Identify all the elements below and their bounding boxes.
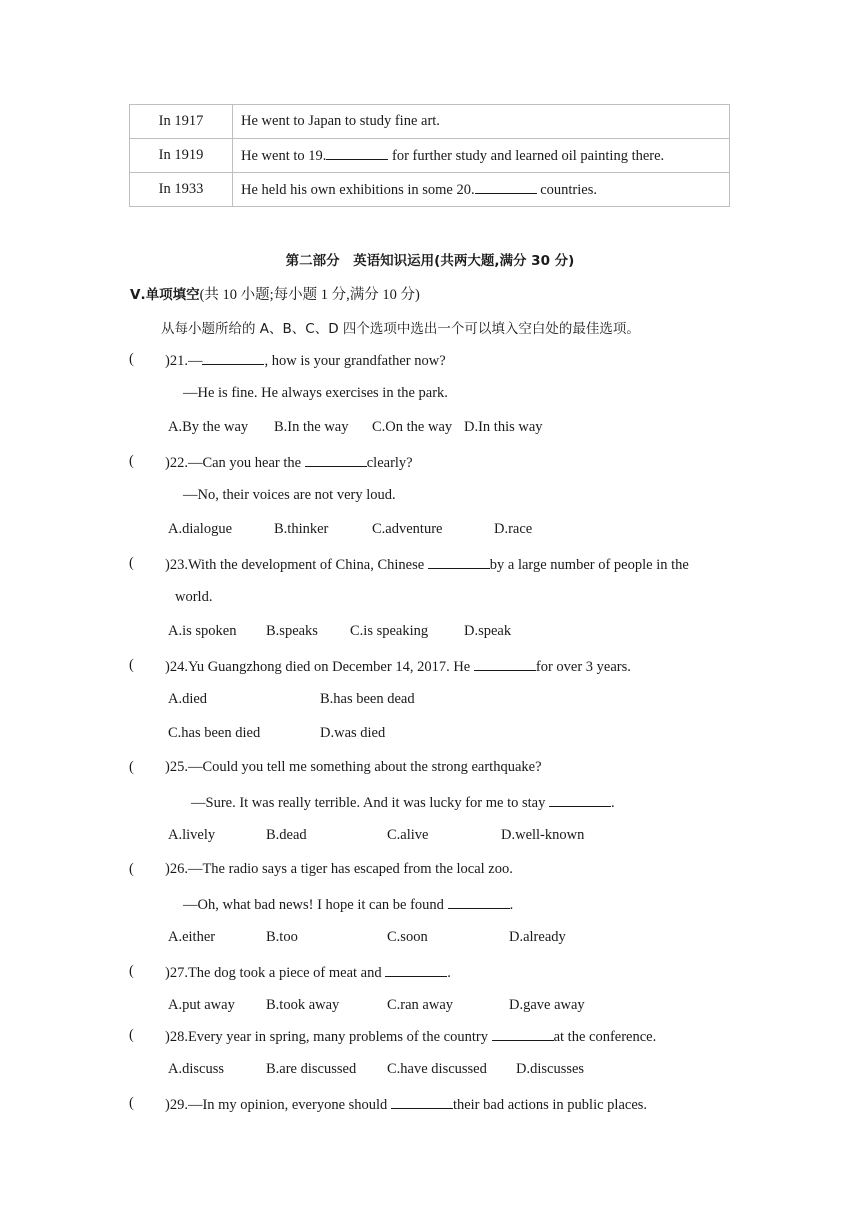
option-d[interactable]: D.In this way [464,419,543,435]
section-title: Ⅴ.单项填空 [130,287,200,303]
reply-text: . [509,897,514,913]
option-b[interactable]: B.took away [266,997,340,1013]
answer-blank [385,963,447,977]
question-stem [165,1095,647,1114]
option-d[interactable]: D.discusses [516,1061,585,1077]
question-reply [183,895,513,914]
answer-paren[interactable]: ( [129,759,134,775]
option-a[interactable]: A.put away [168,997,235,1013]
answer-blank [391,1095,453,1109]
option-d[interactable]: D.well-known [501,827,585,843]
event-cell [233,173,730,207]
stem-text: their bad actions in public places. [452,1097,648,1113]
timeline-table [129,104,730,207]
option-b[interactable]: B.thinker [274,521,329,537]
option-a[interactable]: A.By the way [168,419,249,435]
option-a[interactable]: A.is spoken [168,623,237,639]
question-stem [165,555,689,574]
option-c[interactable]: C.On the way [372,419,453,435]
answer-blank [202,351,264,365]
option-c[interactable]: C.is speaking [350,623,429,639]
answer-paren[interactable]: ( [129,1027,134,1043]
answer-paren[interactable]: ( [129,657,134,673]
answer-blank [492,1027,554,1041]
answer-paren[interactable]: ( [129,1095,134,1111]
option-a[interactable]: A.discuss [168,1061,224,1077]
question-stem [165,351,446,370]
stem-text: )28.Every year in spring, many problems of the country [165,1029,492,1045]
option-a[interactable]: A.either [168,929,216,945]
event-text: for further study and learned oil painting there. [388,148,665,164]
option-c[interactable]: C.have discussed [387,1061,487,1077]
option-a[interactable]: A.lively [168,827,216,843]
question-stem [165,963,451,982]
stem-text: by a large number of people in the [489,557,689,573]
stem-text: )22.—Can you hear the [165,455,305,471]
stem-text: . [447,965,451,981]
section-header [130,283,420,304]
reply-text: —Oh, what bad news! I hope it can be found [183,897,448,913]
stem-text: )23.With the development of China, Chinese [165,557,428,573]
event-cell [233,139,730,173]
answer-paren[interactable]: ( [129,351,134,367]
stem-text: for over 3 years. [535,659,631,675]
option-c[interactable]: C.alive [387,827,429,843]
stem-text: , how is your grandfather now? [264,353,446,369]
option-b[interactable]: B.has been dead [320,691,415,707]
table-row [130,105,730,139]
question-stem [165,453,413,472]
reply-text: . [610,795,615,811]
answer-blank[interactable] [475,180,537,194]
answer-paren[interactable]: ( [129,861,134,877]
stem-text: at the conference. [553,1029,657,1045]
year-cell: In 1917 [130,105,233,139]
option-b[interactable]: B.are discussed [266,1061,357,1077]
option-c[interactable]: C.has been died [168,725,261,741]
event-text: He held his own exhibitions in some 20. [241,182,475,198]
answer-paren[interactable]: ( [129,963,134,979]
answer-blank [474,657,536,671]
event-text: countries. [536,182,597,198]
event-text: He went to Japan to study fine art. [241,113,440,129]
question-stem [165,1027,656,1046]
year-cell: In 1919 [130,139,233,173]
stem-text: )29.—In my opinion, everyone should [165,1097,391,1113]
stem-text: )21.— [165,353,203,369]
question-reply [191,793,615,812]
option-d[interactable]: D.gave away [509,997,585,1013]
answer-blank [549,793,611,807]
answer-blank [428,555,490,569]
option-a[interactable]: A.dialogue [168,521,233,537]
question-stem [165,657,631,676]
stem-text: )24.Yu Guangzhong died on December 14, 2017. He [165,659,474,675]
option-c[interactable]: C.soon [387,929,428,945]
part-title: 第二部分 英语知识运用(共两大题,满分 30 分) [285,253,575,269]
event-cell [233,105,730,139]
option-d[interactable]: D.already [509,929,566,945]
option-b[interactable]: B.In the way [274,419,349,435]
answer-paren[interactable]: ( [129,555,134,571]
option-b[interactable]: B.too [266,929,298,945]
answer-blank [305,453,367,467]
answer-paren[interactable]: ( [129,453,134,469]
option-d[interactable]: D.race [494,521,533,537]
question-reply: —He is fine. He always exercises in the park. [183,385,448,401]
option-b[interactable]: B.speaks [266,623,318,639]
question-reply: —No, their voices are not very loud. [183,487,396,503]
stem-text: )27.The dog took a piece of meat and [165,965,386,981]
year-cell: In 1933 [130,173,233,207]
table-row [130,139,730,173]
answer-blank[interactable] [326,146,388,160]
question-stem: )25.—Could you tell me something about the strong earthquake? [165,759,542,775]
section-note: (共 10 小题;每小题 1 分,满分 10 分) [199,287,420,303]
table-row [130,173,730,207]
section-instruction: 从每小题所给的 A、B、C、D 四个选项中选出一个可以填入空白处的最佳选项。 [161,321,640,337]
stem-continuation: world. [175,589,213,605]
option-a[interactable]: A.died [168,691,208,707]
option-c[interactable]: C.ran away [387,997,454,1013]
option-b[interactable]: B.dead [266,827,307,843]
question-stem: )26.—The radio says a tiger has escaped from the local zoo. [165,861,513,877]
option-d[interactable]: D.speak [464,623,512,639]
reply-text: —Sure. It was really terrible. And it was lucky for me to stay [191,795,549,811]
answer-blank [448,895,510,909]
event-text: He went to 19. [241,148,327,164]
option-d[interactable]: D.was died [320,725,386,741]
option-c[interactable]: C.adventure [372,521,443,537]
stem-text: clearly? [366,455,413,471]
